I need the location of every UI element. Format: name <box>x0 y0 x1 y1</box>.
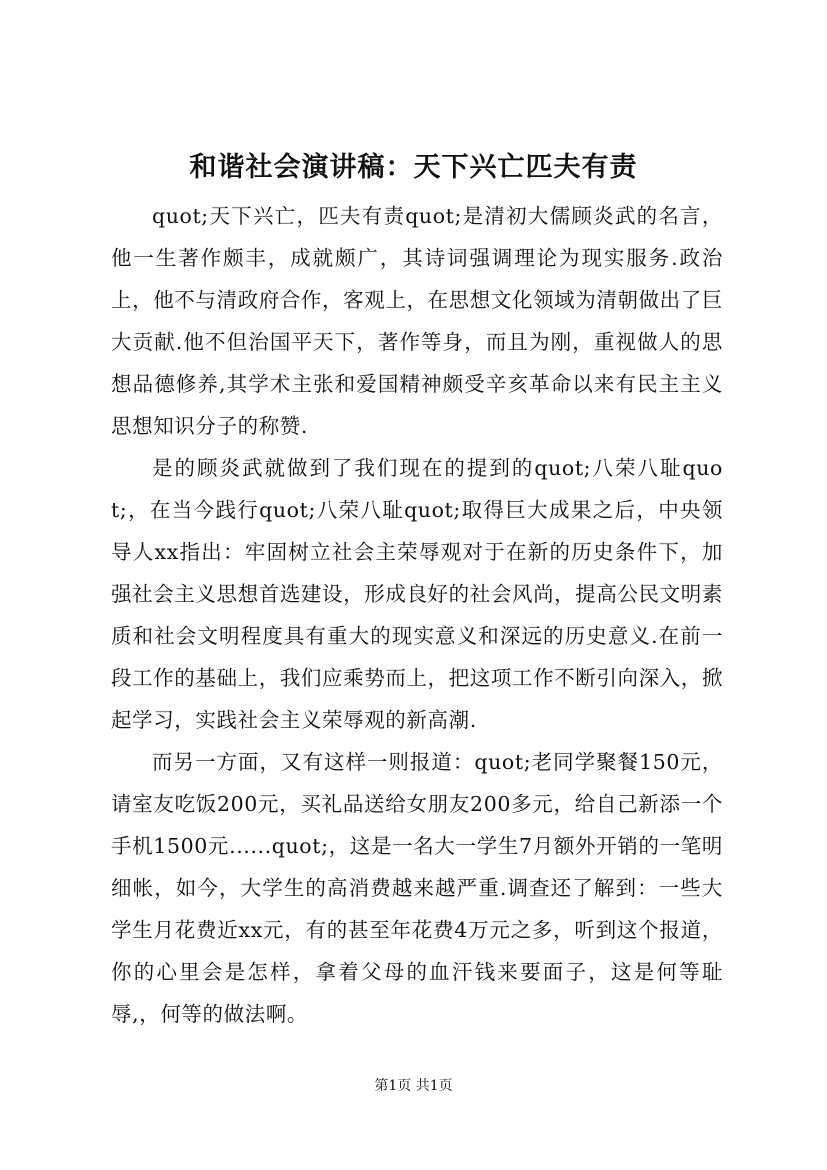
paragraph-2: 是的顾炎武就做到了我们现在的提到的quot;八荣八耻quot;，在当今践行quot;八荣八耻quot;取得巨大成果之后，中央领导人xx指出：牢固树立社会主荣辱观对于在新的历史条件下，加强社会主义思想首选建设，形成良好的社会风尚，提高公民文明素质和社会文明程度具有重大的现实意义和深远的历史意义.在前一段工作的基础上，我们应乘势而上，把这项工作不断引向深入，掀起学习，实践社会主义荣辱观的新高潮. <box>111 456 723 732</box>
document-body <box>111 195 723 1035</box>
page-footer: 第1页 共1页 <box>374 1078 453 1094</box>
paragraph-1: quot;天下兴亡，匹夫有责quot;是清初大儒顾炎武的名言，他一生著作颇丰，成就颇广，其诗词强调理论为现实服务.政治上，他不与清政府合作，客观上，在思想文化领域为清朝做出了巨大贡献.他不但治国平天下，著作等身，而且为刚，重视做人的思想品德修养,其学术主张和爱国精神颇受辛亥革命以来有民主主义思想知识分子的称赞. <box>111 204 723 438</box>
paragraph-3: 而另一方面，又有这样一则报道：quot;老同学聚餐150元，请室友吃饭200元，买礼品送给女朋友200多元，给自己新添一个手机1500元......quot;，这是一名大一学生7月额外开销的一笔明细帐，如今，大学生的高消费越来越严重.调查还了解到：一些大学生月花费近xx元，有的甚至年花费4万元之多，听到这个报道，你的心里会是怎样，拿着父母的血汗钱来要面子，这是何等耻辱,，何等的做法啊。 <box>111 750 723 1026</box>
document-title: 和谐社会演讲稿：天下兴亡匹夫有责 <box>189 152 638 183</box>
